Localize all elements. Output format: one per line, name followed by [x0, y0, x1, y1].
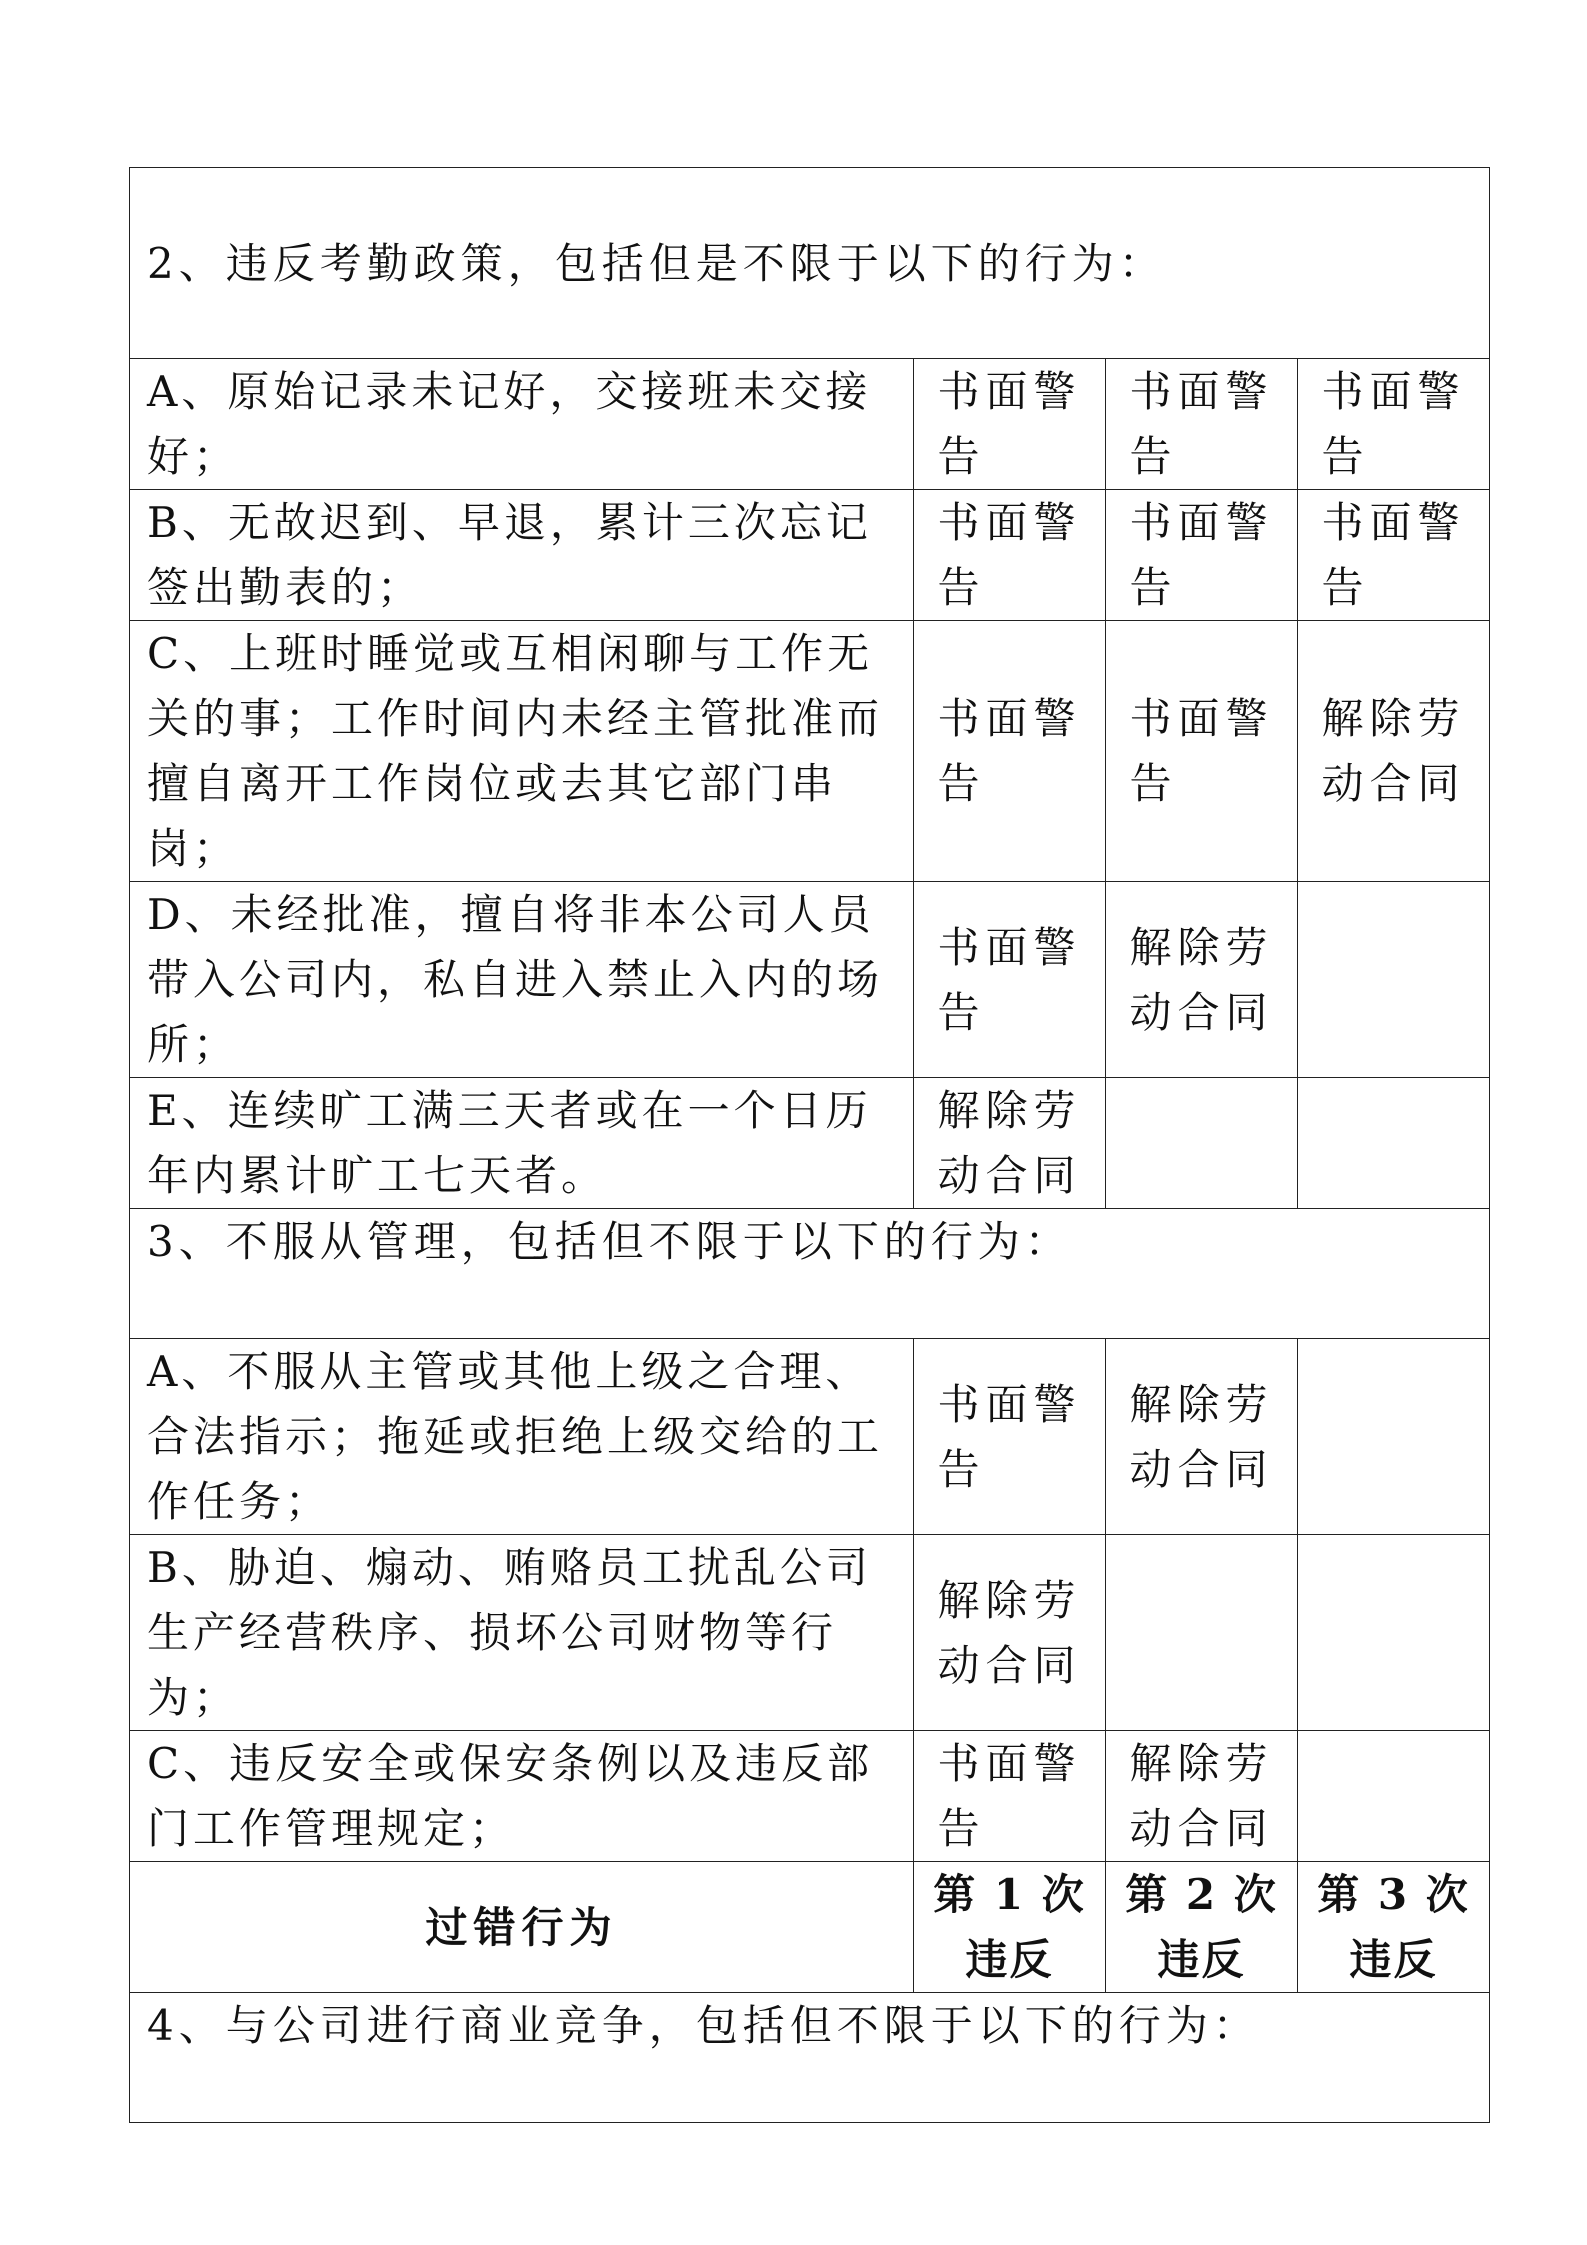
- item-2d: D、未经批准，擅自将非本公司人员带入公司内，私自进入禁止入内的场所；: [130, 882, 914, 1078]
- header-third-bottom: 违反: [1349, 1935, 1438, 1984]
- section-4-heading-row: [130, 1993, 1490, 2123]
- header-second-top: 第 2 次: [1125, 1870, 1278, 1919]
- penalty-first: 书面警告: [914, 1731, 1106, 1862]
- header-first-bottom: 违反: [965, 1935, 1054, 1984]
- item-2c: C、上班时睡觉或互相闲聊与工作无关的事；工作时间内未经主管批准而擅自离开工作岗位或去其它部门串岗；: [130, 621, 914, 882]
- penalty-second: [1106, 1078, 1298, 1209]
- header-second-violation: [1106, 1862, 1298, 1993]
- table-row: [130, 490, 1490, 621]
- section-3-heading-row: [130, 1209, 1490, 1339]
- penalty-third: 书面警告: [1298, 490, 1490, 621]
- header-third-top: 第 3 次: [1317, 1870, 1470, 1919]
- table-row: [130, 1078, 1490, 1209]
- penalty-third: [1298, 1535, 1490, 1731]
- penalty-second: 书面警告: [1106, 490, 1298, 621]
- table-row: [130, 1339, 1490, 1535]
- penalty-first: 书面警告: [914, 882, 1106, 1078]
- item-3b: B、胁迫、煽动、贿赂员工扰乱公司生产经营秩序、损坏公司财物等行为；: [130, 1535, 914, 1731]
- penalty-second: 解除劳动合同: [1106, 882, 1298, 1078]
- header-first-violation: [914, 1862, 1106, 1993]
- header-misconduct: 过错行为: [130, 1862, 914, 1993]
- penalty-first: 解除劳动合同: [914, 1535, 1106, 1731]
- penalty-second: 书面警告: [1106, 621, 1298, 882]
- penalty-second: 解除劳动合同: [1106, 1339, 1298, 1535]
- penalty-first: 解除劳动合同: [914, 1078, 1106, 1209]
- penalty-third: 书面警告: [1298, 359, 1490, 490]
- penalty-first: 书面警告: [914, 1339, 1106, 1535]
- section-2-heading: 2、违反考勤政策，包括但是不限于以下的行为：: [130, 168, 1490, 359]
- header-second-bottom: 违反: [1157, 1935, 1246, 1984]
- section-3-heading: 3、不服从管理，包括但不限于以下的行为：: [130, 1209, 1490, 1339]
- penalty-second: [1106, 1535, 1298, 1731]
- penalty-third: [1298, 1731, 1490, 1862]
- section-2-heading-row: [130, 168, 1490, 359]
- penalty-first: 书面警告: [914, 359, 1106, 490]
- table-row: [130, 1535, 1490, 1731]
- penalty-second: 解除劳动合同: [1106, 1731, 1298, 1862]
- penalty-second: 书面警告: [1106, 359, 1298, 490]
- table-row: [130, 621, 1490, 882]
- penalty-third: [1298, 1339, 1490, 1535]
- penalty-first: 书面警告: [914, 621, 1106, 882]
- penalty-first: 书面警告: [914, 490, 1106, 621]
- table-row: [130, 882, 1490, 1078]
- penalty-third: [1298, 882, 1490, 1078]
- item-3c: C、违反安全或保安条例以及违反部门工作管理规定；: [130, 1731, 914, 1862]
- violation-rules-table: [129, 167, 1490, 2123]
- section-4-heading: 4、与公司进行商业竞争，包括但不限于以下的行为：: [130, 1993, 1490, 2123]
- penalty-third: [1298, 1078, 1490, 1209]
- item-3a: A、不服从主管或其他上级之合理、合法指示；拖延或拒绝上级交给的工作任务；: [130, 1339, 914, 1535]
- table-row: [130, 359, 1490, 490]
- item-2b: B、无故迟到、早退，累计三次忘记签出勤表的；: [130, 490, 914, 621]
- table-row: [130, 1731, 1490, 1862]
- penalty-third: 解除劳动合同: [1298, 621, 1490, 882]
- item-2a: A、原始记录未记好，交接班未交接好；: [130, 359, 914, 490]
- item-2e: E、连续旷工满三天者或在一个日历年内累计旷工七天者。: [130, 1078, 914, 1209]
- column-header-row: [130, 1862, 1490, 1993]
- header-first-top: 第 1 次: [933, 1870, 1086, 1919]
- header-third-violation: [1298, 1862, 1490, 1993]
